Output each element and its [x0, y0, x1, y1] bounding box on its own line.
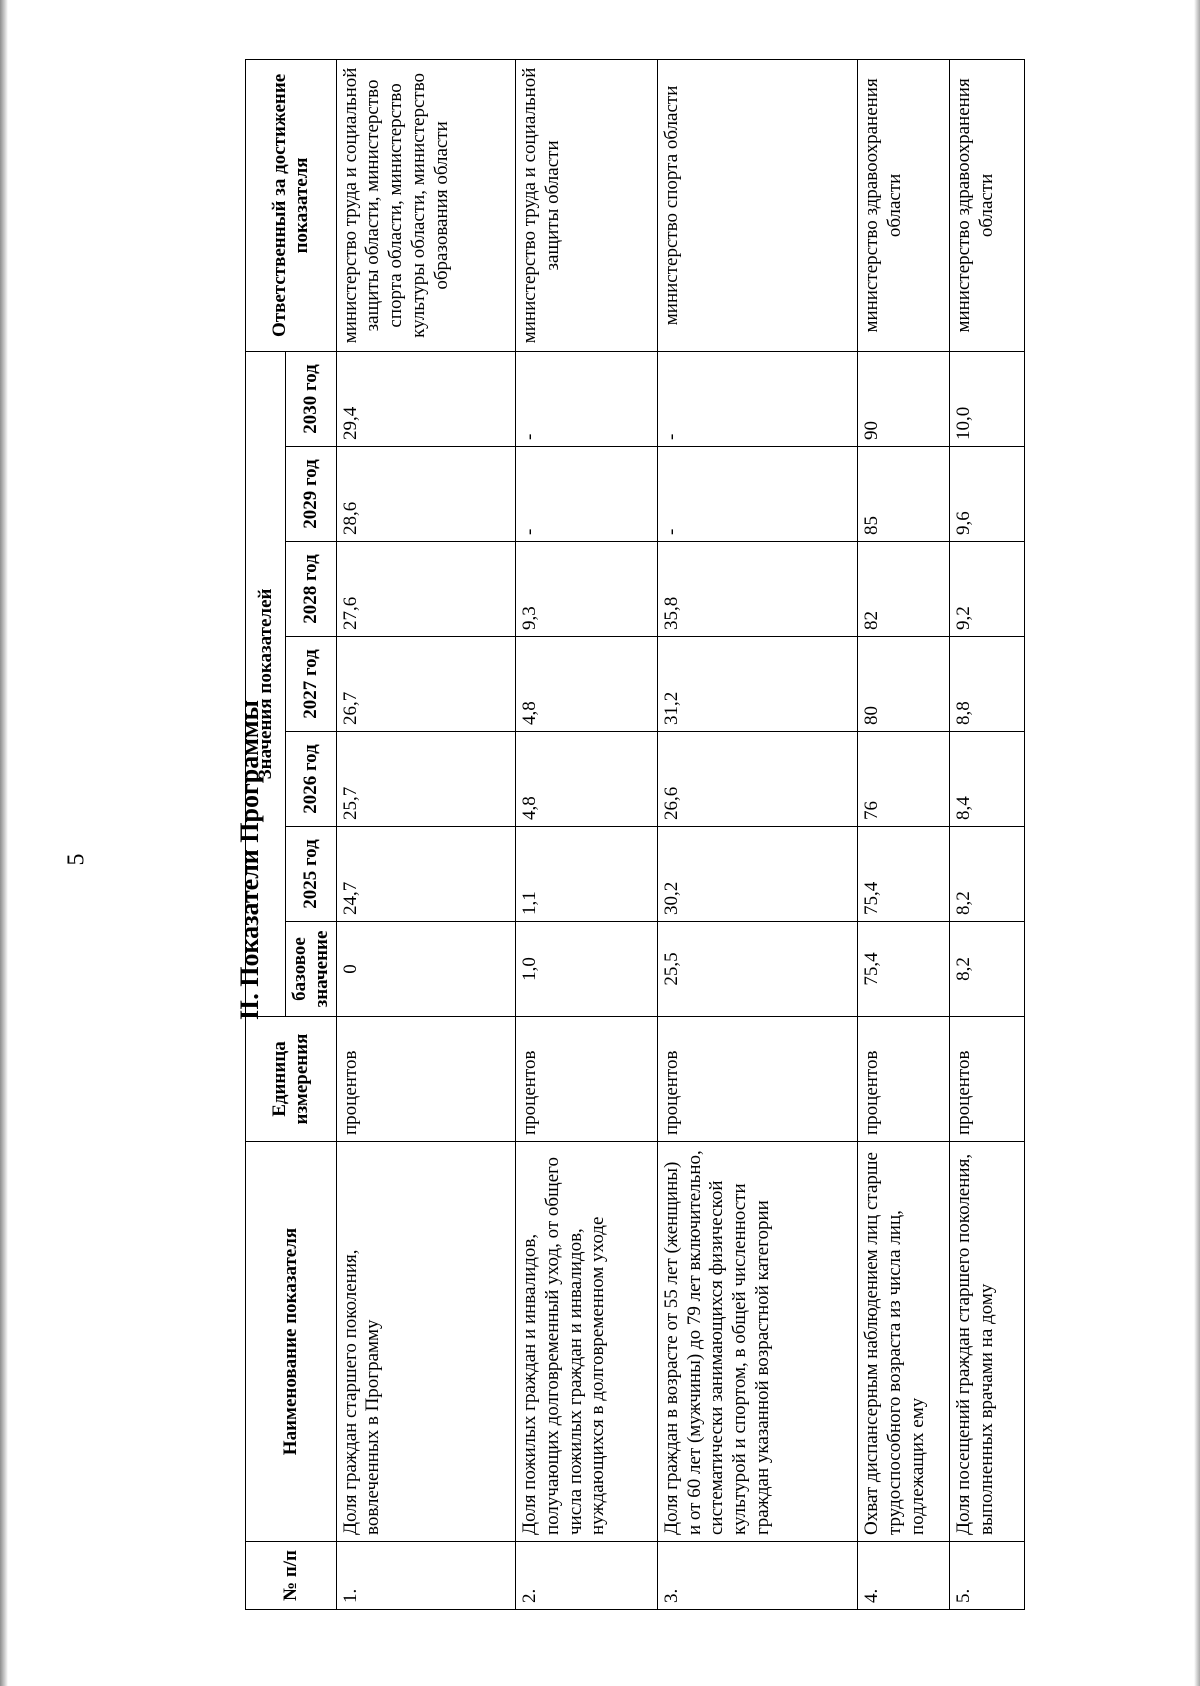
indicators-table [245, 59, 1025, 1610]
header-year: 2028 год [286, 542, 337, 637]
table-row [516, 59, 658, 1609]
year-value: - [516, 351, 658, 446]
page-number: 5 [63, 853, 90, 866]
year-value: 8,2 [949, 827, 1024, 922]
header-year: 2025 год [286, 827, 337, 922]
year-value: - [657, 351, 857, 446]
year-value: 25,7 [336, 732, 515, 827]
indicator-name: Доля граждан в возрасте от 55 лет (женщины) и от 60 лет (мужчины) до 79 лет включительно, систематически занимающихся физической культурой и спортом, в общей численности граждан указанной возрастной категории [657, 1142, 857, 1542]
responsible-cell: министерство спорта области [657, 59, 857, 351]
header-year: 2027 год [286, 637, 337, 732]
indicators-sheet [245, 60, 1025, 1610]
section-title: II. Показатели Программы [235, 700, 264, 1020]
header-values-group: Значения показателей [246, 351, 286, 1016]
unit-cell: процентов [949, 1017, 1024, 1142]
responsible-cell: министерство здравоохранения области [949, 59, 1024, 351]
year-value: 26,7 [336, 637, 515, 732]
year-value: 9,2 [949, 542, 1024, 637]
year-value: 29,4 [336, 351, 515, 446]
header-responsible: Ответственный за достижение показателя [246, 59, 337, 351]
unit-cell: процентов [516, 1017, 658, 1142]
scan-edge-left [0, 0, 8, 1686]
table-row [858, 59, 950, 1609]
year-value: 82 [858, 542, 950, 637]
responsible-cell: министерство труда и социальной защиты области, министерство спорта области, министерство культуры области, министерство образования области [336, 59, 515, 351]
year-value: 9,6 [949, 447, 1024, 542]
year-value: 10,0 [949, 351, 1024, 446]
year-value: 4,8 [516, 637, 658, 732]
row-number: 4. [858, 1542, 950, 1610]
year-value: 24,7 [336, 827, 515, 922]
header-year: 2029 год [286, 447, 337, 542]
table-row [657, 59, 857, 1609]
year-value: 9,3 [516, 542, 658, 637]
indicator-name: Доля посещений граждан старшего поколения, выполненных врачами на дому [949, 1142, 1024, 1542]
year-value: - [516, 447, 658, 542]
year-value: 8,8 [949, 637, 1024, 732]
table-row [336, 59, 515, 1609]
year-value: 30,2 [657, 827, 857, 922]
base-value: 1,0 [516, 922, 658, 1017]
unit-cell: процентов [657, 1017, 857, 1142]
row-number: 1. [336, 1542, 515, 1610]
year-value: 1,1 [516, 827, 658, 922]
base-value: 75,4 [858, 922, 950, 1017]
base-value: 0 [336, 922, 515, 1017]
table-row [949, 59, 1024, 1609]
year-value: 8,4 [949, 732, 1024, 827]
header-year: 2030 год [286, 351, 337, 446]
header-num: № п/п [246, 1542, 337, 1610]
year-value: 80 [858, 637, 950, 732]
year-value: 26,6 [657, 732, 857, 827]
year-value: 4,8 [516, 732, 658, 827]
header-unit: Единица измерения [246, 1017, 337, 1142]
unit-cell: процентов [858, 1017, 950, 1142]
responsible-cell: министерство труда и социальной защиты области [516, 59, 658, 351]
base-value: 25,5 [657, 922, 857, 1017]
year-value: 35,8 [657, 542, 857, 637]
row-number: 5. [949, 1542, 1024, 1610]
header-base: базовое значение [286, 922, 337, 1017]
row-number: 2. [516, 1542, 658, 1610]
indicator-name: Доля граждан старшего поколения, вовлеченных в Программу [336, 1142, 515, 1542]
year-value: 27,6 [336, 542, 515, 637]
unit-cell: процентов [336, 1017, 515, 1142]
indicator-name: Охват диспансерным наблюдением лиц старше трудоспособного возраста из числа лиц, подлежащих ему [858, 1142, 950, 1542]
scan-edge-right [1194, 0, 1200, 1686]
year-value: 28,6 [336, 447, 515, 542]
year-value: 75,4 [858, 827, 950, 922]
header-name: Наименование показателя [246, 1142, 337, 1542]
year-value: 90 [858, 351, 950, 446]
header-year: 2026 год [286, 732, 337, 827]
row-number: 3. [657, 1542, 857, 1610]
year-value: 76 [858, 732, 950, 827]
year-value: - [657, 447, 857, 542]
year-value: 85 [858, 447, 950, 542]
year-value: 31,2 [657, 637, 857, 732]
indicator-name: Доля пожилых граждан и инвалидов, получающих долговременный уход, от общего числа пожилых граждан и инвалидов, нуждающихся в долговременном уходе [516, 1142, 658, 1542]
responsible-cell: министерство здравоохранения области [858, 59, 950, 351]
base-value: 8,2 [949, 922, 1024, 1017]
